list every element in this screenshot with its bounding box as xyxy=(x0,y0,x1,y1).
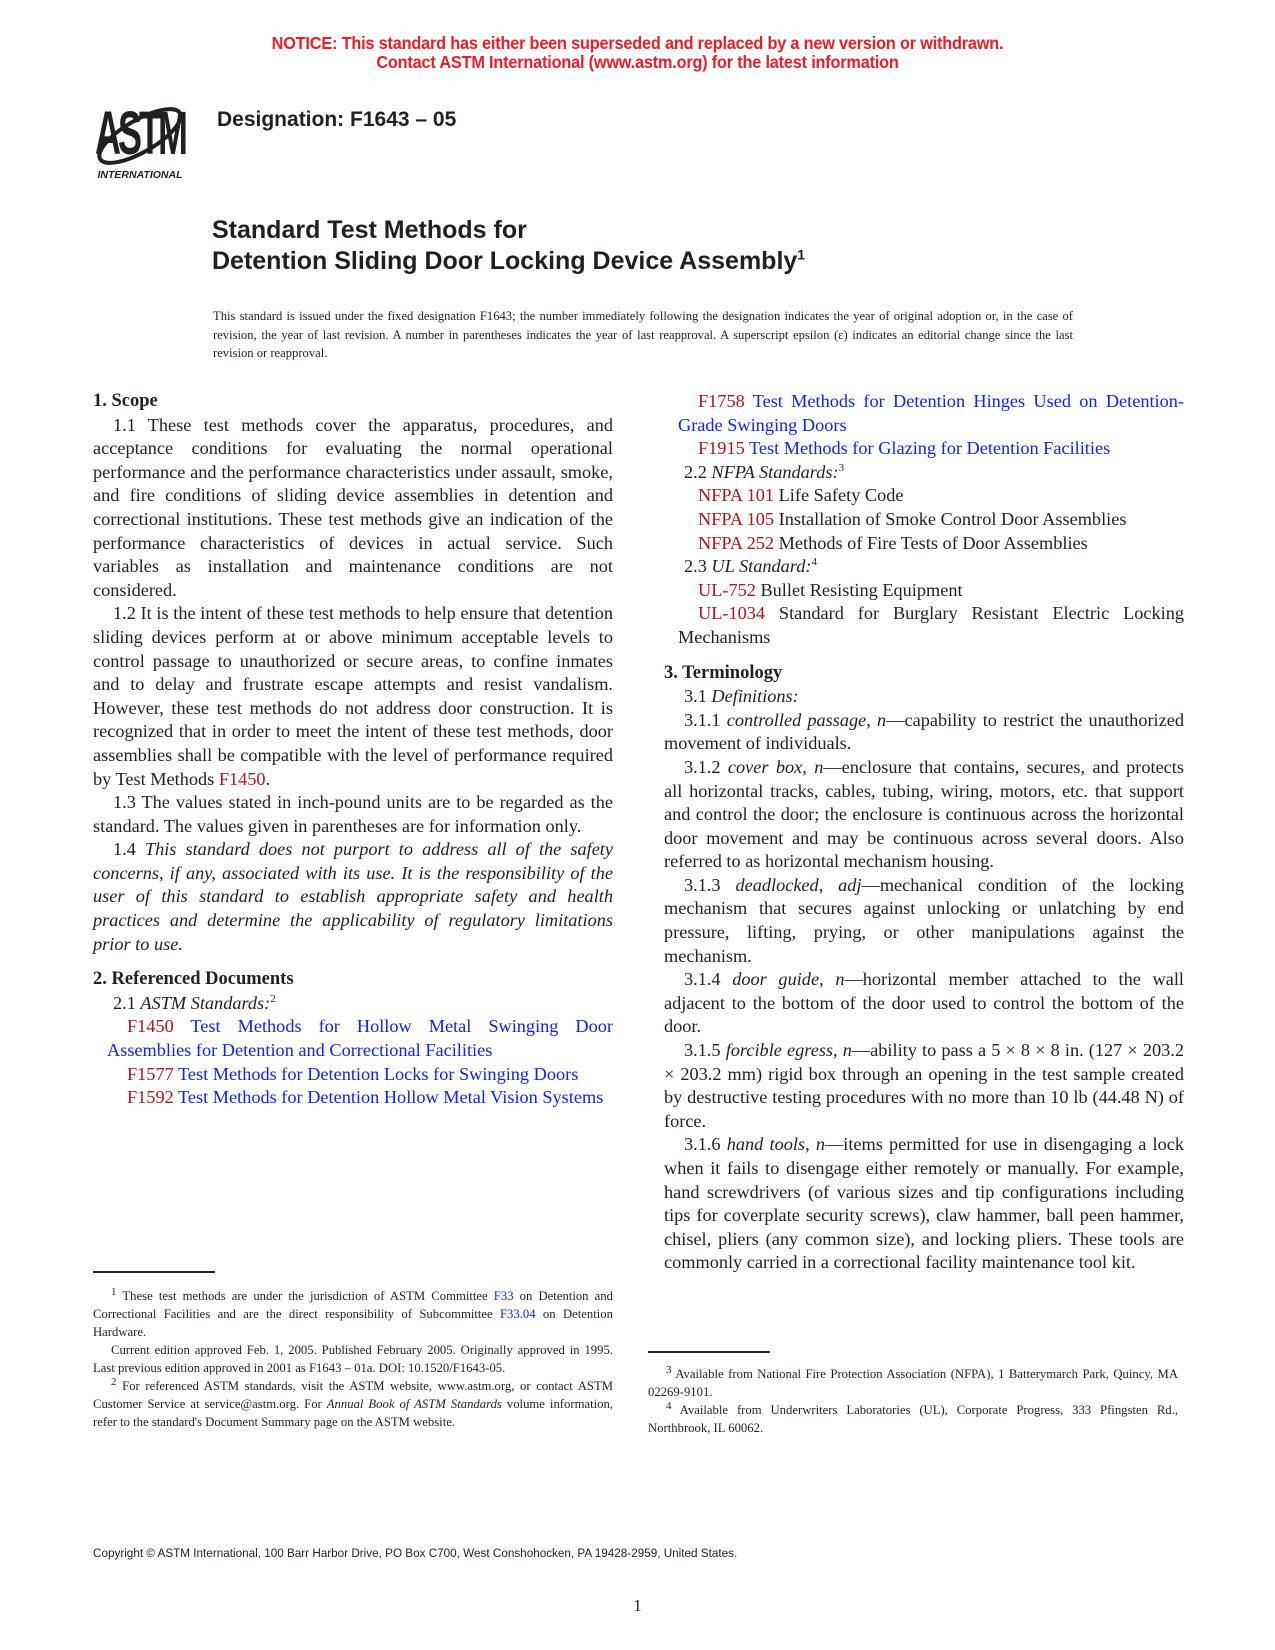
notice-line-1: NOTICE: This standard has either been superseded and replaced by a new version or withdrawn. xyxy=(271,33,1004,53)
reference-item[interactable]: F1758 Test Methods for Detention Hinges Used on Detention-Grade Swinging Doors xyxy=(678,391,1184,435)
nfpa-standards-label: 2.2 NFPA Standards:$^3$ xyxy=(684,461,845,482)
footnote-4: $^4$ Available from Underwriters Laboratories (UL), Corporate Progress, 333 Pfingsten Rd., Northbrook, IL 60062. xyxy=(648,1399,1178,1435)
reference-item[interactable]: F1915 Test Methods for Glazing for Detention Facilities xyxy=(698,438,1111,459)
title-line-1: Standard Test Methods for xyxy=(212,216,527,244)
paragraph-1-1: 1.1 These test methods cover the apparatus, procedures, and acceptance conditions for evaluating the normal operational performance and the performance characteristics under assault, smoke, and fire conditions of sliding device assemblies in detention and correctional institutions. These test methods give an indication of the performance characteristics of devices in actual service. Such variables as installation and maintenance conditions are not considered. xyxy=(93,414,613,600)
section-heading-terminology: 3. Terminology xyxy=(664,662,783,683)
definition-item: 3.1.6 hand tools, n—items permitted for use in disengaging a lock when it fails to disengage either remotely or manually. For example, hand screwdrivers (of various sizes and tip configurations including tips for coverplate security screws), claw hammer, ball peen hammer, chisel, pliers (any common size), and locking pliers. These tools are commonly carried in a correctional facility maintenance tool kit. xyxy=(664,1134,1185,1273)
footnote-edition: Current edition approved Feb. 1, 2005. Published February 2005. Originally approved in 1995. Last previous edition approved in 2001 as F1643 – 01a. DOI: 10.1520/F1643-05. xyxy=(93,1343,613,1375)
reference-item[interactable]: F1592 Test Methods for Detention Hollow Metal Vision Systems xyxy=(127,1087,604,1108)
footnote-1: $^1$ These test methods are under the jurisdiction of ASTM Committee F33 on Detention and Correctional Facilities and are the direct responsibility of Subcommittee F33.04 on Detention Hardware. xyxy=(93,1285,613,1339)
astm-ref-list-left xyxy=(93,1015,613,1109)
ul-standard-label: 2.3 UL Standard:$^4$ xyxy=(684,556,817,577)
astm-logo xyxy=(88,96,198,188)
title-line-2: Detention Sliding Door Locking Device Assembly$^1$ xyxy=(212,246,806,275)
left-column xyxy=(93,390,613,1110)
notice-line-2: Contact ASTM International (www.astm.org) for the latest information xyxy=(376,52,899,72)
link-f1450[interactable]: F1450 xyxy=(218,768,266,789)
footnotes-right xyxy=(648,1351,1178,1437)
definition-item: 3.1.2 cover box, n—enclosure that contains, secures, and protects all horizontal tracks, cables, tubing, wiring, motors, etc. that support and control the door; the enclosure is continuous across the horizontal door movement and may be continuous across several doors. Also referred to as horizontal mechanism housing. xyxy=(664,756,1184,872)
title-footnote-mark: 1 xyxy=(797,246,806,263)
supersession-notice xyxy=(45,34,1231,72)
astm-logo-icon xyxy=(88,96,198,188)
paragraph-1-2: 1.2 It is the intent of these test methods to help ensure that detention sliding devices perform at or above minimum acceptable levels to control passage to unauthorized or secure areas, to confine inmates and to delay and frustrate escape attempts and resist vandalism. However, these test methods do not address door construction. It is recognized that in order to meet the intent of these test methods, door assemblies shall be compatible with the level of performance required by Test Methods F1450. xyxy=(93,603,613,789)
reference-item[interactable]: UL-752 Bullet Resisting Equipment xyxy=(698,579,963,600)
svg-text:INTERNATIONAL: INTERNATIONAL xyxy=(97,169,183,181)
section-heading-scope: 1. Scope xyxy=(93,391,158,411)
right-column xyxy=(664,390,1184,1275)
copyright-line: Copyright © ASTM International, 100 Barr Harbor Drive, PO Box C700, West Conshohocken, PA 19428-2959, United States. xyxy=(93,1546,738,1560)
paragraph-1-4: 1.4 This standard does not purport to address all of the safety concerns, if any, associated with its use. It is the responsibility of the user of this standard to establish appropriate safety and health practices and determine the applicability of regulatory limitations prior to use. xyxy=(93,839,613,954)
page-number: 1 xyxy=(633,1596,642,1615)
definition-item: 3.1.4 door guide, n—horizontal member attached to the wall adjacent to the bottom of the door used to control the bottom of the door. xyxy=(664,969,1185,1037)
reference-item[interactable]: NFPA 101 Life Safety Code xyxy=(698,485,904,506)
astm-standards-label: 2.1 ASTM Standards:$^2$ xyxy=(113,992,276,1013)
designation: Designation: F1643 – 05 xyxy=(217,108,457,131)
reference-item[interactable]: NFPA 105 Installation of Smoke Control Door Assemblies xyxy=(698,508,1127,529)
definition-item: 3.1.1 controlled passage, n—capability to restrict the unauthorized movement of individuals. xyxy=(664,709,1184,754)
link-f33-04[interactable]: F33.04 xyxy=(500,1307,536,1321)
document-title xyxy=(212,215,805,277)
paragraph-1-3: 1.3 The values stated in inch-pound units are to be regarded as the standard. The values given in parentheses are for information only. xyxy=(93,792,613,836)
definition-item: 3.1.5 forcible egress, n—ability to pass a 5 × 8 × 8 in. (127 × 203.2 × 203.2 mm) rigid box through an opening in the test sample created by destructive testing procedures with no more than 10 lb (44.48 N) of force. xyxy=(664,1040,1184,1131)
reference-item[interactable]: F1577 Test Methods for Detention Locks for Swinging Doors xyxy=(127,1063,579,1084)
footnotes-left xyxy=(93,1271,613,1431)
link-f33[interactable]: F33 xyxy=(493,1289,514,1303)
footnote-3: $^3$ Available from National Fire Protection Association (NFPA), 1 Batterymarch Park, Quincy, MA 02269-9101. xyxy=(648,1363,1178,1399)
footnote-2: $^2$ For referenced ASTM standards, visit the ASTM website, www.astm.org, or contact ASTM Customer Service at service@astm.org. For Annual Book of ASTM Standards volume information, refer to the standard's Document Summary page on the ASTM website. xyxy=(93,1375,613,1429)
svg-text:ASTM: ASTM xyxy=(95,98,185,168)
definition-item: 3.1.3 deadlocked, adj—mechanical condition of the locking mechanism that secures against unlocking or unlatching by end pressure, lifting, prying, or other manipulations against the mechanism. xyxy=(664,874,1185,966)
definitions-label: 3.1 Definitions: xyxy=(684,686,799,707)
reference-item[interactable]: UL-1034 Standard for Burglary Resistant Electric Locking Mechanisms xyxy=(678,603,1184,647)
reference-item[interactable]: NFPA 252 Methods of Fire Tests of Door Assemblies xyxy=(698,532,1088,553)
reference-item[interactable]: F1450 Test Methods for Hollow Metal Swinging Door Assemblies for Detention and Correctional Facilities xyxy=(107,1016,613,1061)
section-heading-referenced-documents: 2. Referenced Documents xyxy=(93,969,294,990)
issuance-abstract: This standard is issued under the fixed designation F1643; the number immediately following the designation indicates the year of original adoption or, in the case of revision, the year of last revision. A number in parentheses indicates the year of last reapproval. A superscript epsilon (ε) indicates an editorial change since the last revision or reapproval. xyxy=(213,309,1073,360)
